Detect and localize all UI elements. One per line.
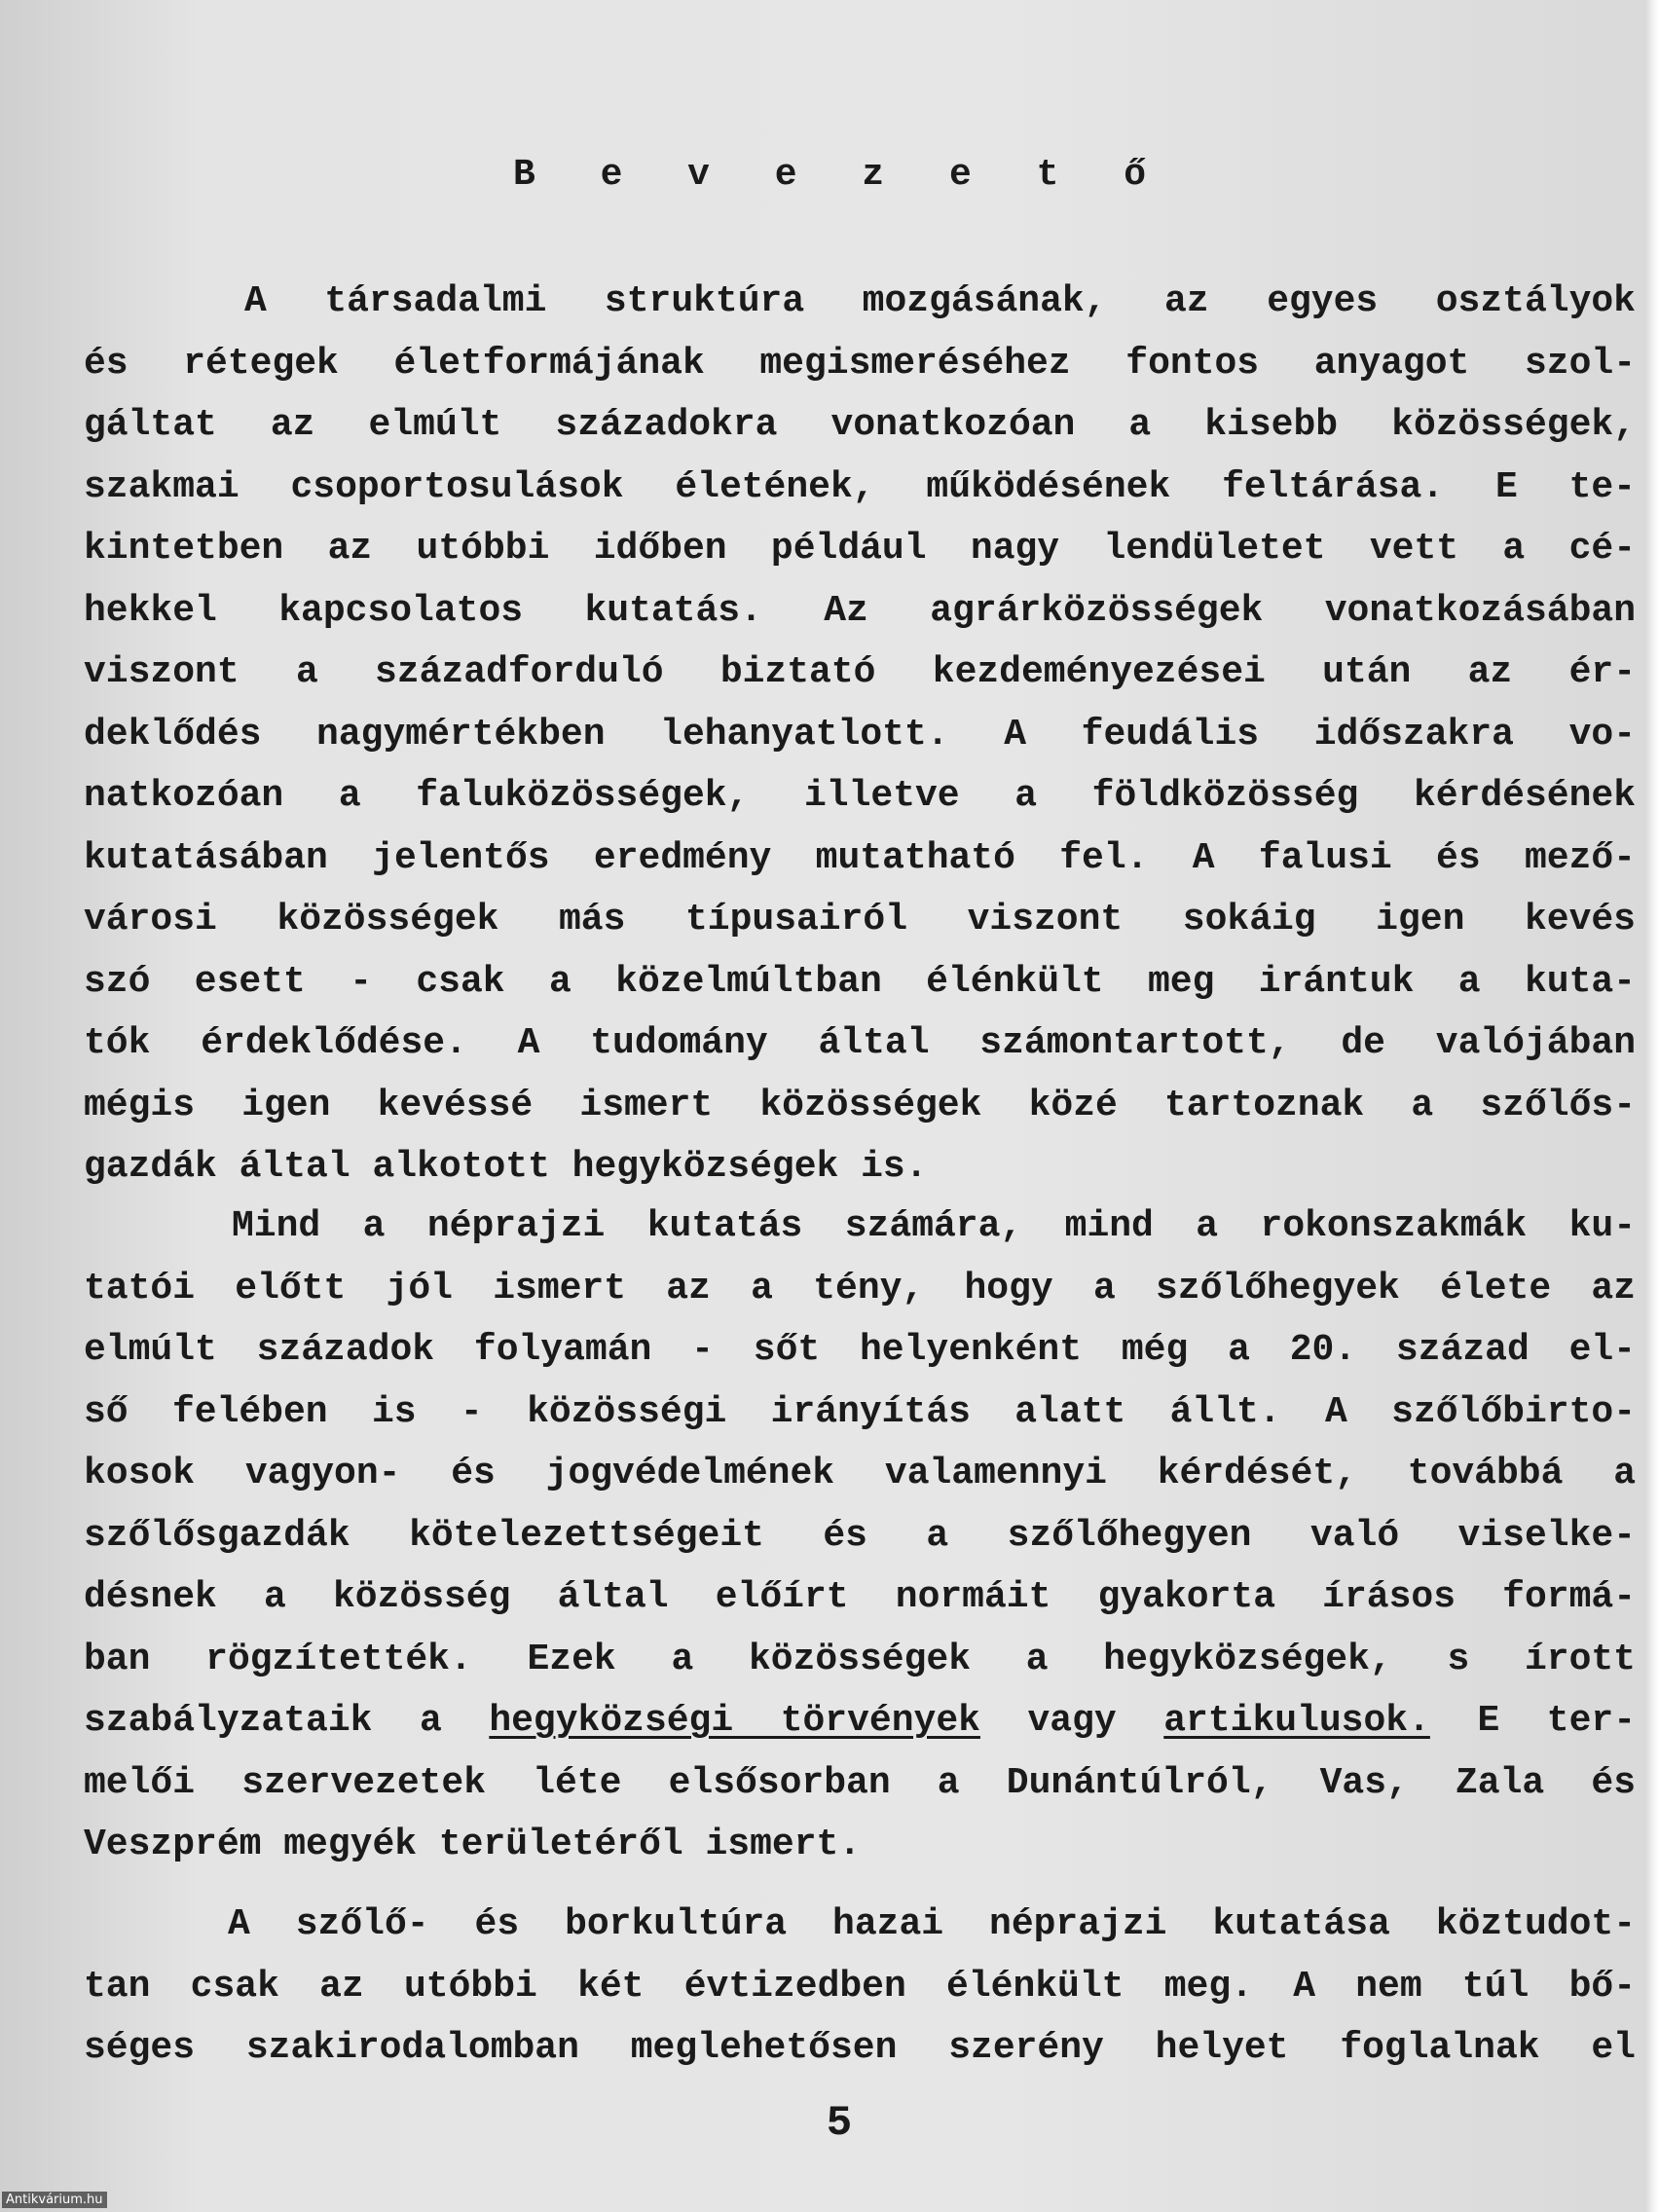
text-line: szakmai csoportosulások életének, működésének feltárása. E te- bbox=[84, 465, 1636, 508]
page-number: 5 bbox=[826, 2099, 853, 2148]
text-line: szőlősgazdák kötelezettségeit és a szőlőhegyen való viselke- bbox=[84, 1514, 1636, 1557]
text-line: tan csak az utóbbi két évtizedben élénkült meg. A nem túl bő- bbox=[84, 1965, 1636, 2008]
underlined-term-hegykozsegi-torvenyek: hegyközségi törvények bbox=[489, 1700, 980, 1742]
text-line: gazdák által alkotott hegyközségek is. bbox=[84, 1146, 928, 1188]
underlined-term-artikulusok: artikulusok. bbox=[1163, 1700, 1430, 1742]
text-line: kintetben az utóbbi időben például nagy lendületet vett a cé- bbox=[84, 528, 1636, 570]
text-line: tók érdeklődése. A tudomány által számontartott, de valójában bbox=[84, 1022, 1636, 1064]
text-line: A szőlő- és borkultúra hazai néprajzi kutatása köztudot- bbox=[228, 1903, 1636, 1945]
text-line: A társadalmi struktúra mozgásának, az egyes osztályok bbox=[244, 280, 1636, 322]
paragraph-2 bbox=[84, 1196, 1636, 1876]
text-line: szó esett - csak a közelmúltban élénkült meg irántuk a kuta- bbox=[84, 960, 1636, 1003]
text-line: deklődés nagymértékben lehanyatlott. A feudális időszakra vo- bbox=[84, 713, 1636, 756]
text-line: melői szervezetek léte elsősorban a Dunántúlról, Vas, Zala és bbox=[84, 1761, 1636, 1804]
text-line: séges szakirodalomban meglehetősen szerény helyet foglalnak el bbox=[84, 2027, 1636, 2069]
text-line: ső felében is - közösségi irányítás alatt állt. A szőlőbirto- bbox=[84, 1390, 1636, 1433]
watermark: Antikvárium.hu bbox=[2, 2192, 107, 2208]
line-suffix: E ter- bbox=[1429, 1700, 1636, 1742]
text-line: natkozóan a faluközösségek, illetve a földközösség kérdésének bbox=[84, 775, 1636, 817]
text-line: viszont a századforduló biztató kezdeményezései után az ér- bbox=[84, 651, 1636, 693]
text-line: és rétegek életformájának megismeréséhez fontos anyagot szol- bbox=[84, 342, 1636, 385]
text-line: ban rögzítették. Ezek a közösségek a hegyközségek, s írott bbox=[84, 1638, 1636, 1680]
paragraph-3 bbox=[84, 1894, 1636, 2080]
text-line: kosok vagyon- és jogvédelmének valamennyi kérdését, továbbá a bbox=[84, 1453, 1636, 1494]
text-line: mégis igen kevéssé ismert közösségek közé tartoznak a szőlős- bbox=[84, 1084, 1636, 1126]
text-line: kutatásában jelentős eredmény mutatható fel. A falusi és mező- bbox=[84, 836, 1636, 879]
text-line: elmúlt századok folyamán - sőt helyenként még a 20. század el- bbox=[84, 1329, 1636, 1371]
line-middle: vagy bbox=[979, 1700, 1164, 1742]
text-line: gáltat az elmúlt századokra vonatkozóan a kisebb közösségek, bbox=[84, 404, 1636, 446]
text-line: városi közösségek más típusairól viszont sokáig igen kevés bbox=[84, 899, 1636, 940]
line-prefix: szabályzataik a bbox=[84, 1700, 490, 1742]
page-edge bbox=[1645, 0, 1659, 2212]
text-line: Veszprém megyék területéről ismert. bbox=[84, 1824, 862, 1865]
text-line: hekkel kapcsolatos kutatás. Az agrárközösségek vonatkozásában bbox=[84, 589, 1636, 632]
text-line: désnek a közösség által előírt normáit gyakorta írásos formá- bbox=[84, 1576, 1636, 1618]
text-line: Mind a néprajzi kutatás számára, mind a rokonszakmák ku- bbox=[232, 1205, 1636, 1247]
paragraph-1 bbox=[84, 271, 1636, 1198]
text-line: tatói előtt jól ismert az a tény, hogy a szőlőhegyek élete az bbox=[84, 1267, 1636, 1309]
text-line-with-terms bbox=[84, 1690, 1636, 1752]
document-title: B e v e z e t ő bbox=[512, 154, 1168, 196]
